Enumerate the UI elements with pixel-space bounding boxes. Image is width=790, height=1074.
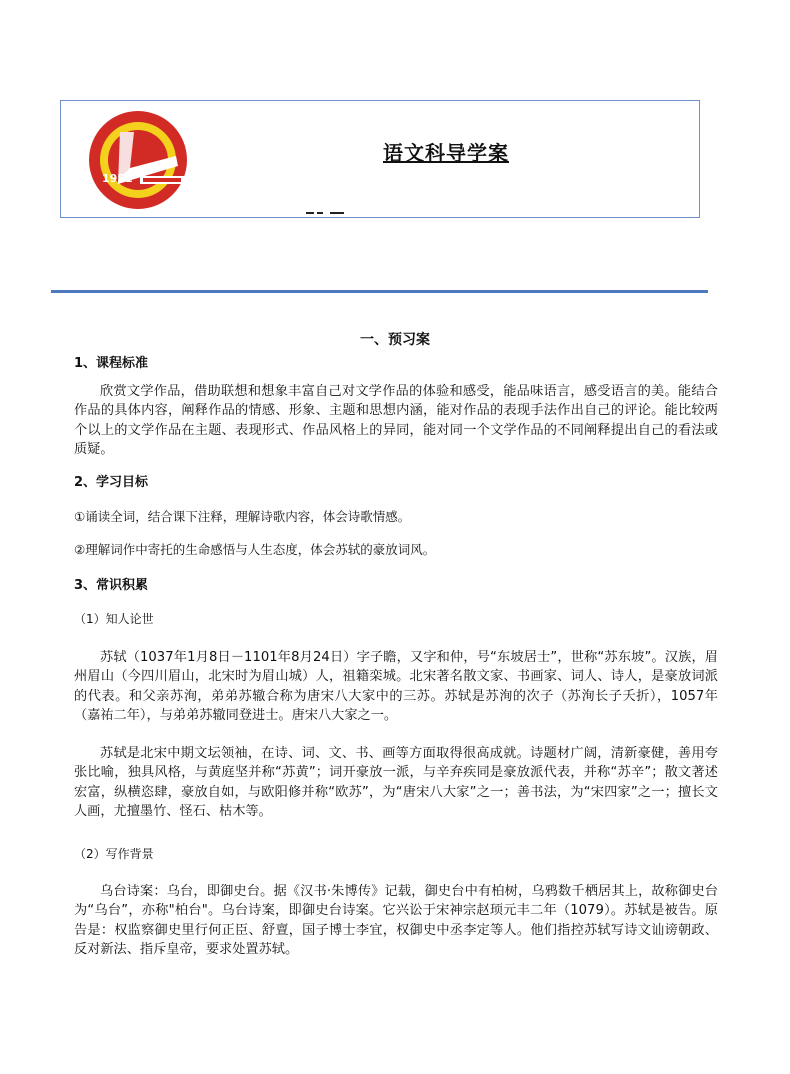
paragraph-author-bio: 苏轼（1037年1月8日－1101年8月24日）字子瞻，又字和仲，号“东坡居士”，世称“苏东坡”。汉族，眉州眉山（今四川眉山，北宋时为眉山城）人，祖籍栾城。北宋著名散文家、书画家、词人、诗人，是豪放词派的代表。和父亲苏洵，弟弟苏辙合称为唐宋八大家中的三苏。苏轼是苏洵的次子（苏洵长子夭折），1057年（嘉祐二年），与弟弟苏辙同登进士。唐宋八大家之一。 <box>74 650 718 724</box>
subheading-author: （1）知人论世 <box>74 612 154 626</box>
school-logo-icon <box>88 110 188 210</box>
decorative-mark <box>306 212 346 216</box>
page-title: 语文科导学案 <box>383 141 509 165</box>
paragraph-curriculum-standard: 欣赏文学作品，借助联想和想象丰富自己对文学作品的体验和感受，能品味语言，感受语言的美。能结合作品的具体内容，阐释作品的情感、形象、主题和思想内涵，能对作品的表现手法作出自己的评论。能比较两个以上的文学作品在主题、表现形式、作品风格上的异同，能对同一个文学作品的不同阐释提出自己的看法或质疑。 <box>74 384 718 458</box>
subheading-background: （2）写作背景 <box>74 847 154 861</box>
section-title: 一、预习案 <box>360 332 430 348</box>
paragraph-background: 乌台诗案：乌台，即御史台。据《汉书·朱博传》记载，御史台中有柏树，乌鸦数千栖居其上，故称御史台为“乌台”，亦称"柏台"。乌台诗案，即御史台诗案。它兴讼于宋神宗赵顼元丰二年（1079）。苏轼是被告。原告是：权监察御史里行何正臣、舒亶，国子博士李宜，权御史中丞李定等人。他们指控苏轼写诗文讪谤朝政、反对新法、指斥皇帝，要求处置苏轼。 <box>74 884 718 958</box>
goal-item-2: ②理解词作中寄托的生命感悟与人生态度，体会苏轼的豪放词风。 <box>74 542 436 557</box>
divider-rule <box>51 290 708 293</box>
heading-curriculum-standard: 1、课程标准 <box>74 356 149 371</box>
heading-knowledge: 3、常识积累 <box>74 578 149 593</box>
goal-item-1: ①诵读全词，结合课下注释，理解诗歌内容，体会诗歌情感。 <box>74 509 411 524</box>
logo-year: 1951 <box>102 172 133 185</box>
heading-learning-goals: 2、学习目标 <box>74 475 149 490</box>
paragraph-author-achievements: 苏轼是北宋中期文坛领袖，在诗、词、文、书、画等方面取得很高成就。诗题材广阔，清新豪健，善用夸张比喻，独具风格，与黄庭坚并称“苏黄”；词开豪放一派，与辛弃疾同是豪放派代表，并称“苏辛”；散文著述宏富，纵横恣肆，豪放自如，与欧阳修并称“欧苏”，为“唐宋八大家”之一；善书法，为“宋四家”之一；擅长文人画，尤擅墨竹、怪石、枯木等。 <box>74 746 718 820</box>
